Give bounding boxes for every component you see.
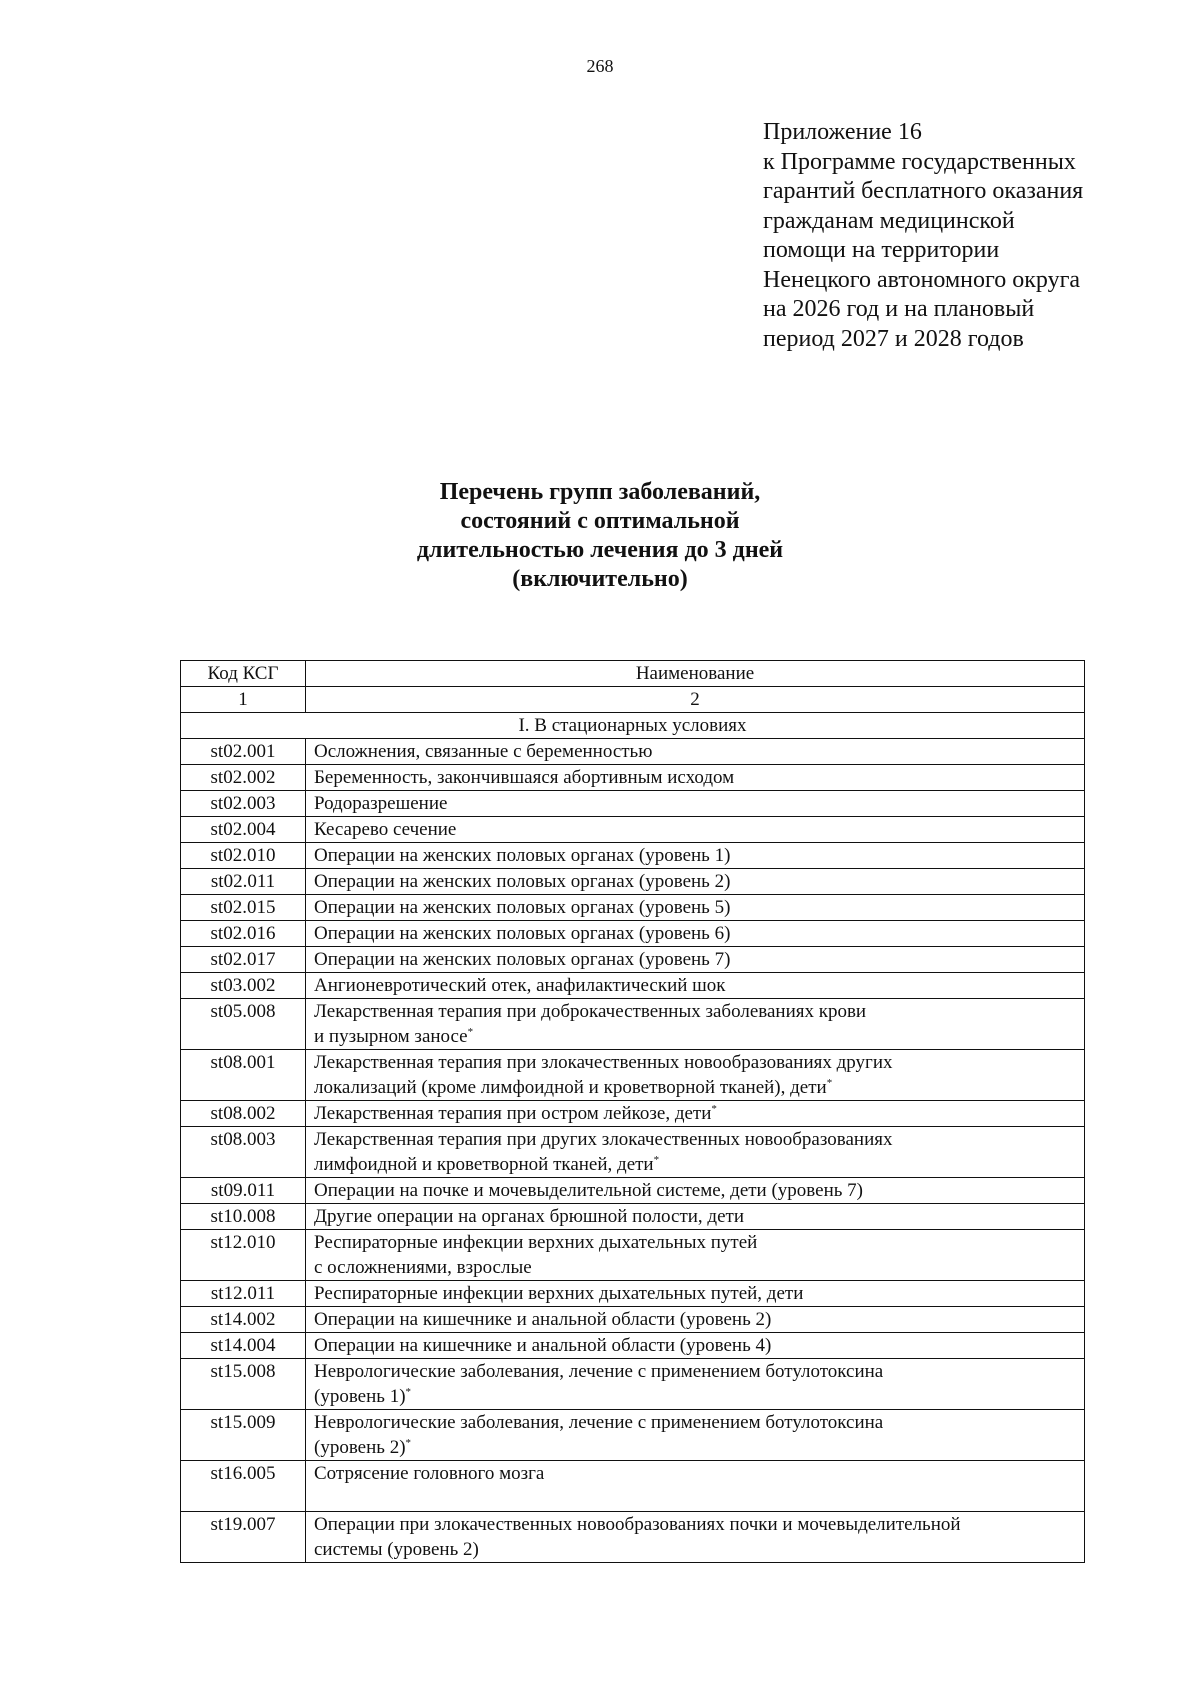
appendix-line: на 2026 год и на плановый [763, 296, 1035, 322]
ksg-name-text: Родоразрешение [314, 793, 448, 814]
ksg-name-text: Операции на кишечнике и анальной области (уровень 2) [314, 1309, 772, 1330]
page-number: 268 [586, 56, 614, 76]
appendix-line: гарантий бесплатного оказания [763, 178, 1084, 204]
ksg-name-line [314, 765, 1076, 790]
table-row [181, 869, 1085, 895]
ksg-name-text: Кесарево сечение [314, 819, 457, 840]
ksg-name [306, 817, 1085, 843]
ksg-name [306, 895, 1085, 921]
document-title [0, 478, 1200, 594]
ksg-name-text: Респираторные инфекции верхних дыхательных путей, дети [314, 1283, 804, 1304]
table-row [181, 947, 1085, 973]
table-row [181, 999, 1085, 1050]
footnote-mark: * [405, 1437, 412, 1449]
ksg-name [306, 1461, 1085, 1512]
table-row [181, 1512, 1085, 1563]
appendix-line: Ненецкого автономного округа [763, 266, 1081, 293]
table-row [181, 1359, 1085, 1410]
table-row [181, 739, 1085, 765]
table-row [181, 1281, 1085, 1307]
table-row [181, 921, 1085, 947]
ksg-name [306, 739, 1085, 765]
ksg-name [306, 1101, 1085, 1127]
ksg-name-text: Лекарственная терапия при злокачественных новообразованиях других [314, 1052, 893, 1073]
ksg-name-line [314, 1101, 1076, 1126]
ksg-code: st09.011 [181, 1178, 306, 1204]
ksg-name-line [314, 1230, 1076, 1255]
ksg-name-text: Операции на кишечнике и анальной области (уровень 4) [314, 1335, 772, 1356]
section-row [181, 713, 1085, 739]
ksg-code: st15.008 [181, 1359, 306, 1410]
ksg-code: st02.001 [181, 739, 306, 765]
ksg-code: st02.003 [181, 791, 306, 817]
footnote-mark: * [405, 1386, 412, 1398]
ksg-code: st02.011 [181, 869, 306, 895]
ksg-name-line [314, 895, 1076, 920]
ksg-code: st02.010 [181, 843, 306, 869]
ksg-code: st10.008 [181, 1204, 306, 1230]
ksg-name-line [314, 1050, 1076, 1075]
table-row [181, 895, 1085, 921]
ksg-name-line [314, 1435, 1076, 1460]
ksg-name-line [314, 1537, 1076, 1562]
ksg-code: st08.001 [181, 1050, 306, 1101]
table-row [181, 817, 1085, 843]
header-name: Наименование [306, 661, 1085, 687]
ksg-name [306, 869, 1085, 895]
footnote-mark: * [467, 1026, 474, 1038]
appendix-line: Приложение 16 [763, 119, 922, 145]
ksg-name-text: системы (уровень 2) [314, 1539, 479, 1560]
column-number-1: 1 [181, 687, 306, 713]
table-row [181, 973, 1085, 999]
table-row [181, 791, 1085, 817]
table-row [181, 1204, 1085, 1230]
ksg-name-line [314, 1024, 1076, 1049]
ksg-name-line [314, 947, 1076, 972]
ksg-name [306, 843, 1085, 869]
ksg-name-line [314, 1384, 1076, 1409]
table-row [181, 1050, 1085, 1101]
table-row [181, 1410, 1085, 1461]
table-row [181, 1127, 1085, 1178]
ksg-name [306, 1281, 1085, 1307]
ksg-name [306, 1410, 1085, 1461]
ksg-name-text: с осложнениями, взрослые [314, 1257, 532, 1278]
ksg-table [180, 660, 1085, 1563]
ksg-name-line [314, 1075, 1076, 1100]
table-row [181, 1178, 1085, 1204]
title-line: длительностью лечения до 3 дней [416, 537, 784, 563]
ksg-name-line [314, 1178, 1076, 1203]
ksg-code: st19.007 [181, 1512, 306, 1563]
ksg-name-text: Лекарственная терапия при других злокачественных новообразованиях [314, 1129, 893, 1150]
section-title: I. В стационарных условиях [181, 713, 1085, 739]
ksg-name-text: Неврологические заболевания, лечение с применением ботулотоксина [314, 1412, 884, 1433]
title-line: Перечень групп заболеваний, [439, 479, 761, 505]
ksg-name-text: Неврологические заболевания, лечение с применением ботулотоксина [314, 1361, 884, 1382]
appendix-line: гражданам медицинской [763, 207, 1015, 234]
ksg-code: st02.015 [181, 895, 306, 921]
ksg-name-text: (уровень 1) [314, 1386, 406, 1407]
ksg-name [306, 921, 1085, 947]
appendix-line: к Программе государственных [763, 148, 1076, 175]
ksg-name [306, 973, 1085, 999]
ksg-code: st02.016 [181, 921, 306, 947]
ksg-name-line [314, 921, 1076, 946]
ksg-code: st08.002 [181, 1101, 306, 1127]
ksg-name-text: Операции при злокачественных новообразованиях почки и мочевыделительной [314, 1514, 961, 1535]
ksg-name [306, 947, 1085, 973]
ksg-name-line [314, 1461, 1076, 1486]
ksg-code: st12.011 [181, 1281, 306, 1307]
footnote-mark: * [653, 1154, 660, 1166]
ksg-name-text: Операции на женских половых органах (уровень 1) [314, 845, 731, 866]
ksg-name [306, 999, 1085, 1050]
ksg-name-line [314, 1152, 1076, 1177]
ksg-name-line [314, 869, 1076, 894]
appendix-line: помощи на территории [763, 237, 1000, 263]
ksg-name-line [314, 1359, 1076, 1384]
ksg-name-line [314, 1333, 1076, 1358]
ksg-name-text: Осложнения, связанные с беременностью [314, 741, 653, 762]
ksg-name-text: Операции на женских половых органах (уровень 7) [314, 949, 731, 970]
ksg-name-text: Операции на женских половых органах (уровень 5) [314, 897, 731, 918]
ksg-name-line [314, 1512, 1076, 1537]
ksg-name-line [314, 1127, 1076, 1152]
ksg-code: st02.002 [181, 765, 306, 791]
ksg-name-text: Беременность, закончившаяся абортивным исходом [314, 767, 735, 788]
footnote-mark: * [826, 1077, 833, 1089]
ksg-code: st15.009 [181, 1410, 306, 1461]
ksg-name-text: Операции на женских половых органах (уровень 2) [314, 871, 731, 892]
ksg-name [306, 1204, 1085, 1230]
ksg-name [306, 1050, 1085, 1101]
ksg-name [306, 791, 1085, 817]
column-number-2: 2 [306, 687, 1085, 713]
ksg-name-text: локализаций (кроме лимфоидной и кроветворной тканей), дети [314, 1077, 827, 1098]
table-row [181, 1333, 1085, 1359]
ksg-name-text: Операции на женских половых органах (уровень 6) [314, 923, 731, 944]
ksg-name-text: Ангионевротический отек, анафилактический шок [314, 975, 726, 996]
ksg-name-line [314, 999, 1076, 1024]
footnote-mark: * [711, 1103, 717, 1115]
ksg-name-line [314, 843, 1076, 868]
table-row [181, 1307, 1085, 1333]
ksg-name-text: и пузырном заносе [314, 1026, 468, 1047]
ksg-name-text: (уровень 2) [314, 1437, 406, 1458]
ksg-name-text: Респираторные инфекции верхних дыхательных путей [314, 1232, 758, 1253]
ksg-name-line [314, 1255, 1076, 1280]
title-line: (включительно) [512, 566, 688, 592]
ksg-code: st16.005 [181, 1461, 306, 1512]
ksg-name [306, 1359, 1085, 1410]
table-row [181, 1230, 1085, 1281]
ksg-name [306, 1230, 1085, 1281]
ksg-name-line [314, 973, 1076, 998]
ksg-name [306, 1127, 1085, 1178]
appendix-line: период 2027 и 2028 годов [763, 325, 1024, 352]
header-row [181, 661, 1085, 687]
table-row [181, 843, 1085, 869]
ksg-name-line [314, 791, 1076, 816]
ksg-name [306, 765, 1085, 791]
ksg-name-text: Операции на почке и мочевыделительной системе, дети (уровень 7) [314, 1180, 864, 1201]
ksg-name-text: Сотрясение головного мозга [314, 1463, 545, 1484]
ksg-code: st14.004 [181, 1333, 306, 1359]
table-row [181, 1461, 1085, 1512]
ksg-code: st02.004 [181, 817, 306, 843]
ksg-name [306, 1333, 1085, 1359]
ksg-name-line [314, 1204, 1076, 1229]
ksg-name-line [314, 817, 1076, 842]
ksg-name-text: лимфоидной и кроветворной тканей, дети [314, 1154, 654, 1175]
table-row [181, 765, 1085, 791]
ksg-name-line [314, 739, 1076, 764]
ksg-code: st05.008 [181, 999, 306, 1050]
ksg-name-line [314, 1281, 1076, 1306]
ksg-name-text: Лекарственная терапия при остром лейкозе, дети [314, 1103, 712, 1124]
header-code: Код КСГ [181, 661, 306, 687]
ksg-name [306, 1307, 1085, 1333]
table-row [181, 1101, 1085, 1127]
ksg-name-line [314, 1410, 1076, 1435]
ksg-name-text: Другие операции на органах брюшной полости, дети [314, 1206, 744, 1227]
ksg-name [306, 1512, 1085, 1563]
ksg-code: st03.002 [181, 973, 306, 999]
ksg-code: st02.017 [181, 947, 306, 973]
ksg-name-line [314, 1307, 1076, 1332]
ksg-code: st08.003 [181, 1127, 306, 1178]
title-line: состояний с оптимальной [460, 508, 740, 534]
ksg-name [306, 1178, 1085, 1204]
appendix-header [763, 118, 1083, 354]
ksg-code: st12.010 [181, 1230, 306, 1281]
ksg-name-text: Лекарственная терапия при доброкачественных заболеваниях крови [314, 1001, 867, 1022]
column-number-row [181, 687, 1085, 713]
ksg-code: st14.002 [181, 1307, 306, 1333]
